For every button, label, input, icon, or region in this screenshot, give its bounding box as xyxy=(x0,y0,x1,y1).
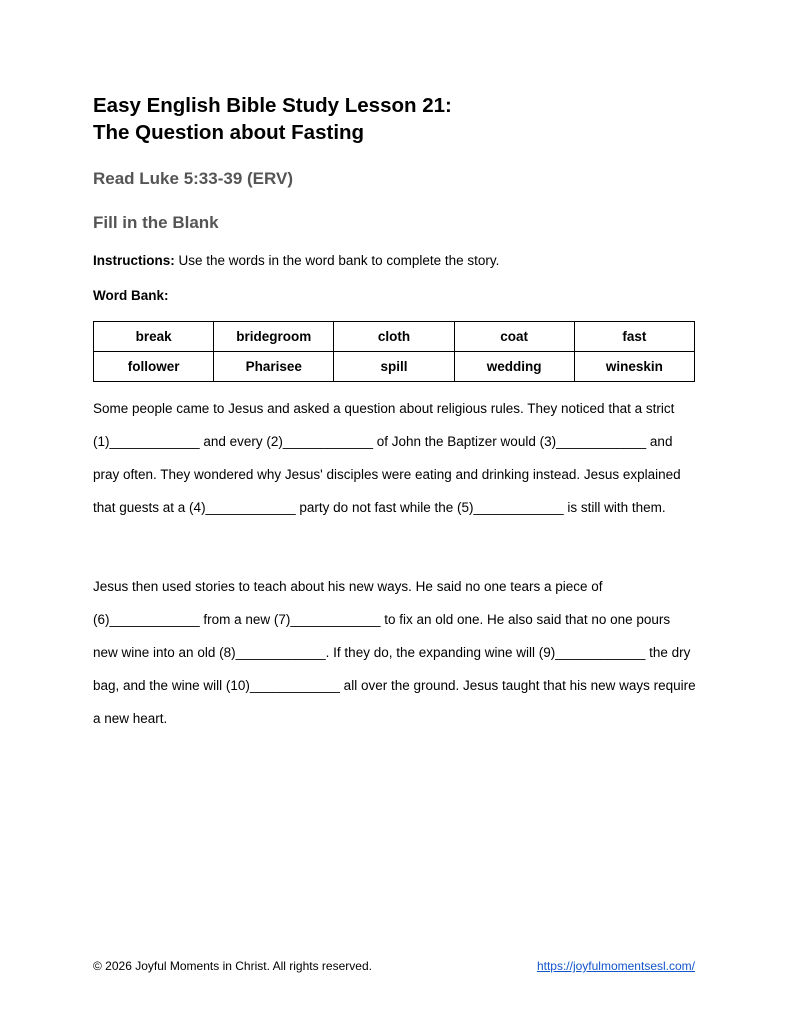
instructions-text: Use the words in the word bank to complete the story. xyxy=(174,253,500,268)
story-paragraph-2: Jesus then used stories to teach about his new ways. He said no one tears a piece of (6)____________ from a new (7)____________ to fix an old one. He also said that no one pours new wine into an old (8)____________. If they do, the expanding wine will (9)____________ the dry bag, and the wine will (10)____________ all over the ground. Jesus taught that his new ways require a new heart. xyxy=(93,579,696,726)
instructions-label: Instructions: xyxy=(93,253,175,268)
footer-copyright: © 2026 Joyful Moments in Christ. All rights reserved. xyxy=(93,959,372,973)
word-bank-cell: spill xyxy=(334,352,454,382)
word-bank-cell: wineskin xyxy=(574,352,694,382)
word-bank-cell: bridegroom xyxy=(214,322,334,352)
word-bank-cell: coat xyxy=(454,322,574,352)
word-bank-cell: cloth xyxy=(334,322,454,352)
word-bank-cell: fast xyxy=(574,322,694,352)
word-bank-cell: Pharisee xyxy=(214,352,334,382)
scripture-reference: Read Luke 5:33-39 (ERV) xyxy=(93,169,293,188)
word-bank-label: Word Bank: xyxy=(93,288,169,303)
title-line-1: Easy English Bible Study Lesson 21: xyxy=(93,94,452,117)
instructions xyxy=(93,252,499,270)
section-heading: Fill in the Blank xyxy=(93,213,219,232)
word-bank-cell: follower xyxy=(94,352,214,382)
word-bank-cell: break xyxy=(94,322,214,352)
title-line-2: The Question about Fasting xyxy=(93,121,365,144)
word-bank-cell: wedding xyxy=(454,352,574,382)
word-bank-row-2 xyxy=(94,352,695,382)
story-paragraph-1: Some people came to Jesus and asked a question about religious rules. They noticed that a strict (1)____________ and every (2)____________ of John the Baptizer would (3)____________ and pray often. They wondered why Jesus' disciples were eating and drinking instead. Jesus explained that guests at a (4)____________ party do not fast while the (5)____________ is still with them. xyxy=(93,401,681,515)
word-bank-row-1 xyxy=(94,322,695,352)
page-title xyxy=(93,92,452,146)
document-page xyxy=(93,0,695,1023)
footer-link[interactable]: https://joyfulmomentsesl.com/ xyxy=(536,959,695,973)
word-bank-table xyxy=(93,321,695,382)
